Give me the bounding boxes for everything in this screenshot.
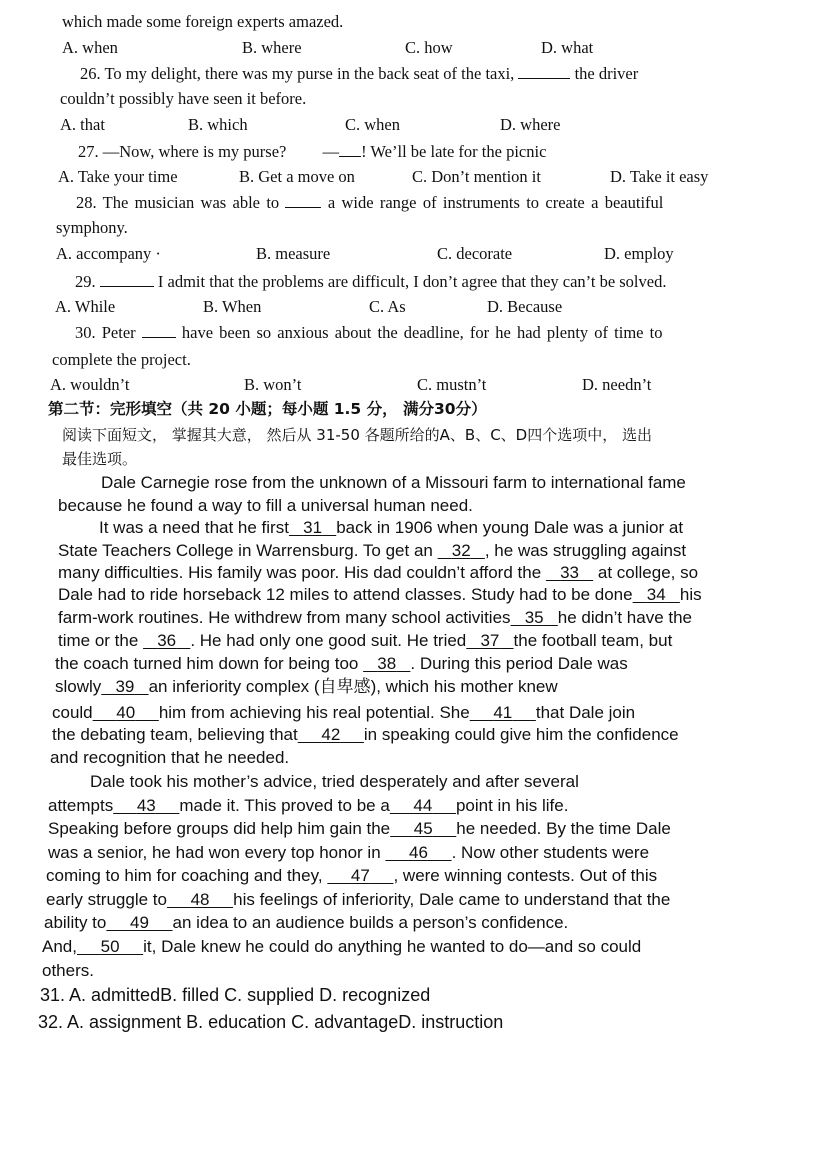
blank-31: 31 [303, 518, 323, 537]
passage-line: because he found a way to fill a universal human need. [58, 496, 473, 515]
passage-line: attempts 43 made it. This proved to be a 44 point in his life. [48, 796, 569, 815]
option-27-d: D. Take it easy [610, 167, 709, 186]
question-number: 26. [80, 64, 101, 83]
option-26-a: A. that [60, 115, 105, 134]
blank-47: 47 [350, 866, 370, 885]
blank-49: 49 [130, 913, 149, 932]
option-30-a: A. wouldn’t [50, 375, 130, 394]
blank-44: 44 [413, 796, 433, 815]
passage-line: slowly 39 an inferiority complex (自卑感), which his mother knew [55, 677, 558, 696]
blank-41: 41 [493, 703, 513, 722]
option-25-c: C. how [405, 38, 453, 57]
blank-33: 33 [560, 563, 579, 582]
option-26-b: B. which [188, 115, 248, 134]
passage-line: Dale Carnegie rose from the unknown of a Missouri farm to international fame [101, 473, 686, 492]
blank-42: 42 [321, 725, 341, 744]
option-30-c: C. mustn’t [417, 375, 487, 394]
blank-37: 37 [480, 631, 500, 650]
option-29-c: C. As [369, 297, 406, 316]
option-25-a: A. when [62, 38, 118, 57]
blank-48: 48 [190, 890, 210, 909]
question-text: The musician was able to [102, 193, 280, 212]
passage-line: Speaking before groups did help him gain the 45 he needed. By the time Dale [48, 819, 671, 838]
option-29-a: A. While [55, 297, 116, 316]
blank-35: 35 [524, 608, 544, 627]
question-text: have been so anxious about the deadline, for he had plenty of time to [181, 323, 663, 342]
passage-line: others. [42, 961, 94, 980]
question-27-stem [78, 141, 546, 162]
blank-43: 43 [136, 796, 156, 815]
question-text: Peter [101, 323, 136, 342]
passage-line: time or the 36 . He had only one good suit. He tried 37 the football team, but [58, 631, 673, 650]
question-text: ! We’ll be late for the picnic [361, 142, 547, 161]
question-number: 30. [75, 323, 96, 342]
answer-blank [339, 141, 361, 157]
option-26-c: C. when [345, 115, 400, 134]
answer-blank [518, 63, 570, 79]
passage-line: State Teachers College in Warrensburg. To get an 32 , he was struggling against [58, 541, 687, 560]
passage-line: It was a need that he first 31 back in 1906 when young Dale was a junior at [99, 518, 684, 537]
passage-line: could 40 him from achieving his real potential. She 41 that Dale join [52, 703, 636, 722]
passage-line: early struggle to 48 his feelings of inferiority, Dale came to understand that the [46, 890, 671, 909]
passage-line: the coach turned him down for being too 38 . During this period Dale was [55, 654, 628, 673]
passage-line: farm-work routines. He withdrew from many school activities 35 he didn’t have the [58, 608, 693, 627]
option-27-a: A. Take your time [58, 167, 178, 186]
question-number: 27. [78, 142, 99, 161]
blank-46: 46 [409, 843, 428, 862]
question-28-stem-cont: symphony. [56, 218, 128, 237]
question-29-stem [75, 271, 666, 292]
blank-50: 50 [100, 937, 120, 956]
answer-blank [142, 322, 176, 338]
section-instructions-cont: 最佳选项。 [62, 450, 138, 468]
answer-blank [285, 192, 321, 208]
question-number: 29. [75, 272, 96, 291]
option-29-b: B. When [203, 297, 262, 316]
option-27-c: C. Don’t mention it [412, 167, 541, 186]
option-29-d: D. Because [487, 297, 563, 316]
option-25-b: B. where [242, 38, 302, 57]
passage-line: ability to 49 an idea to an audience builds a person’s confidence. [44, 913, 569, 932]
option-26-d: D. where [500, 115, 561, 134]
question-28-stem [76, 192, 663, 213]
passage-line: and recognition that he needed. [50, 748, 290, 767]
blank-36: 36 [157, 631, 177, 650]
question-26-stem-cont: couldn’t possibly have seen it before. [60, 89, 307, 108]
option-27-b: B. Get a move on [239, 167, 355, 186]
blank-39: 39 [115, 677, 135, 696]
question-30-stem-cont: complete the project. [52, 350, 191, 369]
blank-34: 34 [646, 585, 666, 604]
option-28-c: C. decorate [437, 244, 513, 263]
answer-blank [100, 271, 154, 287]
question-26-stem [80, 63, 638, 84]
passage-line: was a senior, he had won every top honor in 46 . Now other students were [48, 843, 650, 862]
option-25-d: D. what [541, 38, 594, 57]
passage-line: Dale took his mother’s advice, tried desperately and after several [90, 772, 579, 791]
blank-45: 45 [413, 819, 433, 838]
blank-40: 40 [116, 703, 136, 722]
option-28-d: D. employ [604, 244, 674, 263]
question-25-fragment: which made some foreign experts amazed. [62, 12, 344, 31]
question-text: To my delight, there was my purse in the back seat of the taxi, [104, 64, 515, 83]
blank-38: 38 [377, 654, 397, 673]
option-28-a: A. accompany · [56, 244, 161, 263]
option-30-b: B. won’t [244, 375, 302, 394]
question-number: 28. [76, 193, 97, 212]
passage-line: coming to him for coaching and they, 47 , were winning contests. Out of this [46, 866, 658, 885]
question-text: — [322, 142, 340, 161]
passage-line: Dale had to ride horseback 12 miles to attend classes. Study had to be done 34 his [58, 585, 702, 604]
option-30-d: D. needn’t [582, 375, 652, 394]
question-30-stem [75, 322, 662, 343]
passage-line: And, 50 it, Dale knew he could do anything he wanted to do—and so could [42, 937, 642, 956]
question-31-options: 31. A. admittedB. filled C. supplied D. recognized [40, 985, 431, 1005]
section-instructions: 阅读下面短文， 掌握其大意， 然后从 31-50 各题所给的A、B、C、D四个选项中， 选出 [62, 426, 653, 444]
blank-32: 32 [451, 541, 471, 560]
question-text: the driver [574, 64, 639, 83]
option-28-b: B. measure [256, 244, 331, 263]
passage-line: many difficulties. His family was poor. His dad couldn’t afford the 33 at college, so [58, 563, 699, 582]
question-text: a wide range of instruments to create a beautiful [327, 193, 664, 212]
question-text: I admit that the problems are difficult, I don’t agree that they can’t be solved. [157, 272, 667, 291]
section-heading: 第二节：完形填空（共 20 小题；每小题 1.5 分， 满分30分） [48, 400, 487, 418]
passage-line: the debating team, believing that 42 in speaking could give him the confidence [52, 725, 679, 744]
question-32-options: 32. A. assignment B. education C. advantageD. instruction [38, 1012, 504, 1032]
question-text: —Now, where is my purse? [102, 142, 287, 161]
